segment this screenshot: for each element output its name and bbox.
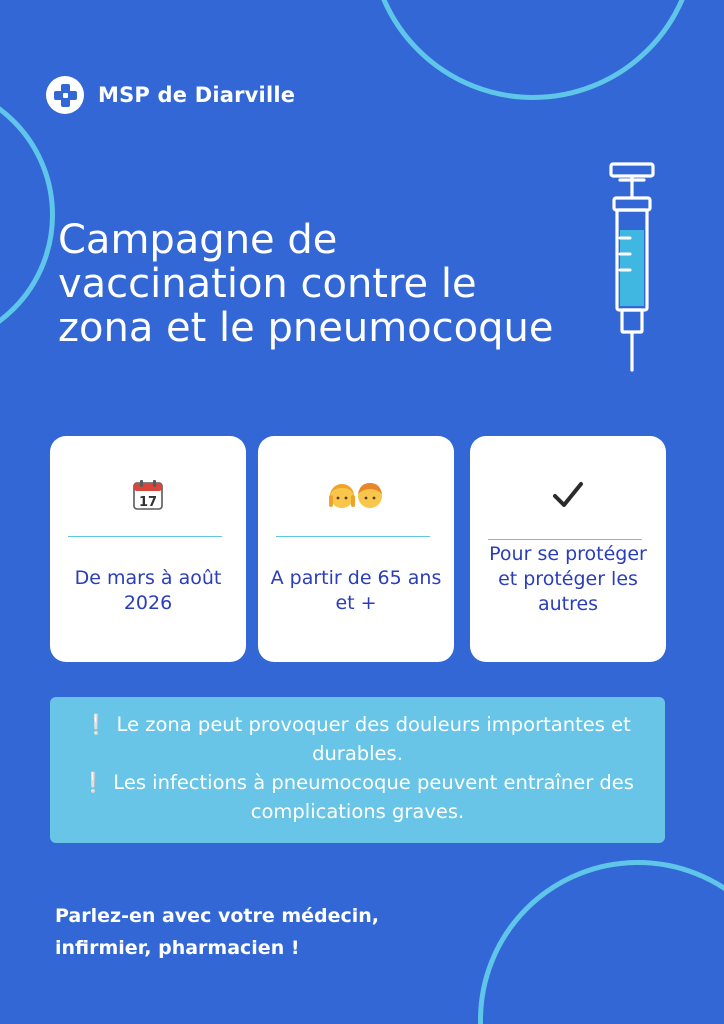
card-age <box>258 436 454 662</box>
card-divider <box>276 536 430 537</box>
card-age-text: A partir de 65 ans et + <box>270 567 442 614</box>
syringe-icon <box>600 158 664 378</box>
card-dates <box>50 436 246 662</box>
svg-text:17: 17 <box>138 495 158 510</box>
footer-line-1: Parlez-en avec votre médecin, <box>55 905 380 927</box>
checkmark-icon <box>470 478 666 512</box>
card-dates-text: De mars à août 2026 <box>74 567 222 614</box>
decorative-ring-top <box>368 0 698 100</box>
decorative-ring-left <box>0 80 55 350</box>
footer-line-2: infirmier, pharmacien ! <box>55 937 300 959</box>
notice-line-2: ❕ Les infections à pneumocoque peuvent entraîner des complications graves. <box>81 771 634 823</box>
people-icon <box>258 478 454 512</box>
footer-call-to-action <box>55 900 455 964</box>
calendar-icon <box>50 478 246 512</box>
exclamation-icon: ❕ <box>84 713 109 736</box>
exclamation-icon: ❕ <box>81 771 106 794</box>
brand-logo <box>46 76 295 114</box>
brand-name: MSP de Diarville <box>98 83 296 107</box>
medical-cross-icon <box>46 76 84 114</box>
card-divider <box>488 539 642 540</box>
notice-line-1: ❕ Le zona peut provoquer des douleurs importantes et durables. <box>84 713 631 765</box>
card-divider <box>68 536 222 537</box>
card-protection <box>470 436 666 662</box>
decorative-ring-bottom <box>478 860 724 1024</box>
page-title: Campagne de vaccination contre le zona et le pneumocoque <box>58 217 554 351</box>
card-protection-text: Pour se protéger et protéger les autres <box>489 543 647 615</box>
warning-notice <box>50 697 665 843</box>
